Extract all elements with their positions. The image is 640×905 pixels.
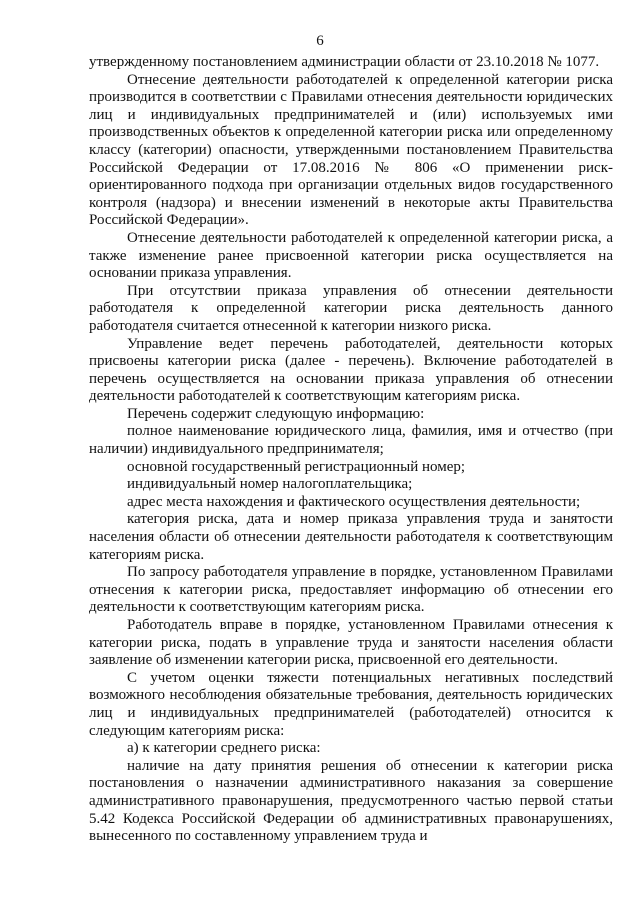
list-item-risk-category: категория риска, дата и номер приказа управления труда и занятости населения области об отнесении деятельности работодателя к соответствующим категориям риска. (89, 511, 613, 563)
paragraph-risk-assignment-rules: Отнесение деятельности работодателей к определенной категории риска производится в соответствии с Правилами отнесения деятельности юридических лиц и индивидуальных предпринимателей и (или) используемых ими производственных объектов к определенной категории риска или определенному классу (категории) опасности, утвержденными постановлением Правительства Российской Федерации от 17.08.2016 № 806 «О применении риск-ориентированного подхода при организации отдельных видов государственного контроля (надзора) и внесении изменений в некоторые акты Правительства Российской Федерации». (89, 71, 613, 229)
paragraph-information-request: По запросу работодателя управление в порядке, установленном Правилами отнесения к категории риска, предоставляет информацию об отнесении его деятельности к соответствующим категориям риска. (89, 564, 613, 616)
list-item-address: адрес места нахождения и фактического осуществления деятельности; (127, 493, 581, 510)
paragraph-risk-categories: С учетом оценки тяжести потенциальных негативных последствий возможного несоблюдения обязательные требования, деятельность юридических лиц и индивидуальных предпринимателей (работодателей) относится к следующим категориям риска: (89, 669, 613, 739)
paragraph-employer-list: Управление ведет перечень работодателей, деятельности которых присвоены категории риска (далее - перечень). Включение работодателей в перечень осуществляется на основании приказа управления об отнесении деятельности работодателей к соответствующим категориям риска. (89, 335, 613, 405)
paragraph-change-application: Работодатель вправе в порядке, установленном Правилами отнесения к категории риска, подать в управление труда и занятости населения области заявление об изменении категории риска, присвоенной его деятельности. (89, 617, 613, 669)
page-number: 6 (316, 33, 324, 49)
paragraph-medium-risk-heading: а) к категории среднего риска: (127, 740, 321, 757)
document-body (89, 54, 613, 846)
paragraph-medium-risk-criteria: наличие на дату принятия решения об отнесении к категории риска постановления о назначении административного наказания за совершение административного правонарушения, предусмотренного частью первой статьи 5.42 Кодекса Российской Федерации об административных правонарушениях, вынесенного по составленному управлением труда и (89, 757, 613, 845)
paragraph-list-contents: Перечень содержит следующую информацию: (127, 405, 425, 422)
paragraph-risk-by-order: Отнесение деятельности работодателей к определенной категории риска, а также изменение ранее присвоенной категории риска осуществляется на основании приказа управления. (89, 229, 613, 282)
list-item-inn: индивидуальный номер налогоплательщика; (127, 476, 413, 493)
list-item-ogrn: основной государственный регистрационный номер; (127, 458, 466, 475)
paragraph-continuation: утвержденному постановлением администрации области от 23.10.2018 № 1077. (89, 54, 600, 70)
list-item-full-name: полное наименование юридического лица, фамилия, имя и отчество (при наличии) индивидуального предпринимателя; (89, 423, 613, 458)
paragraph-low-risk-default: При отсутствии приказа управления об отнесении деятельности работодателя к определенной категории риска деятельность данного работодателя считается отнесенной к категории низкого риска. (89, 282, 613, 334)
